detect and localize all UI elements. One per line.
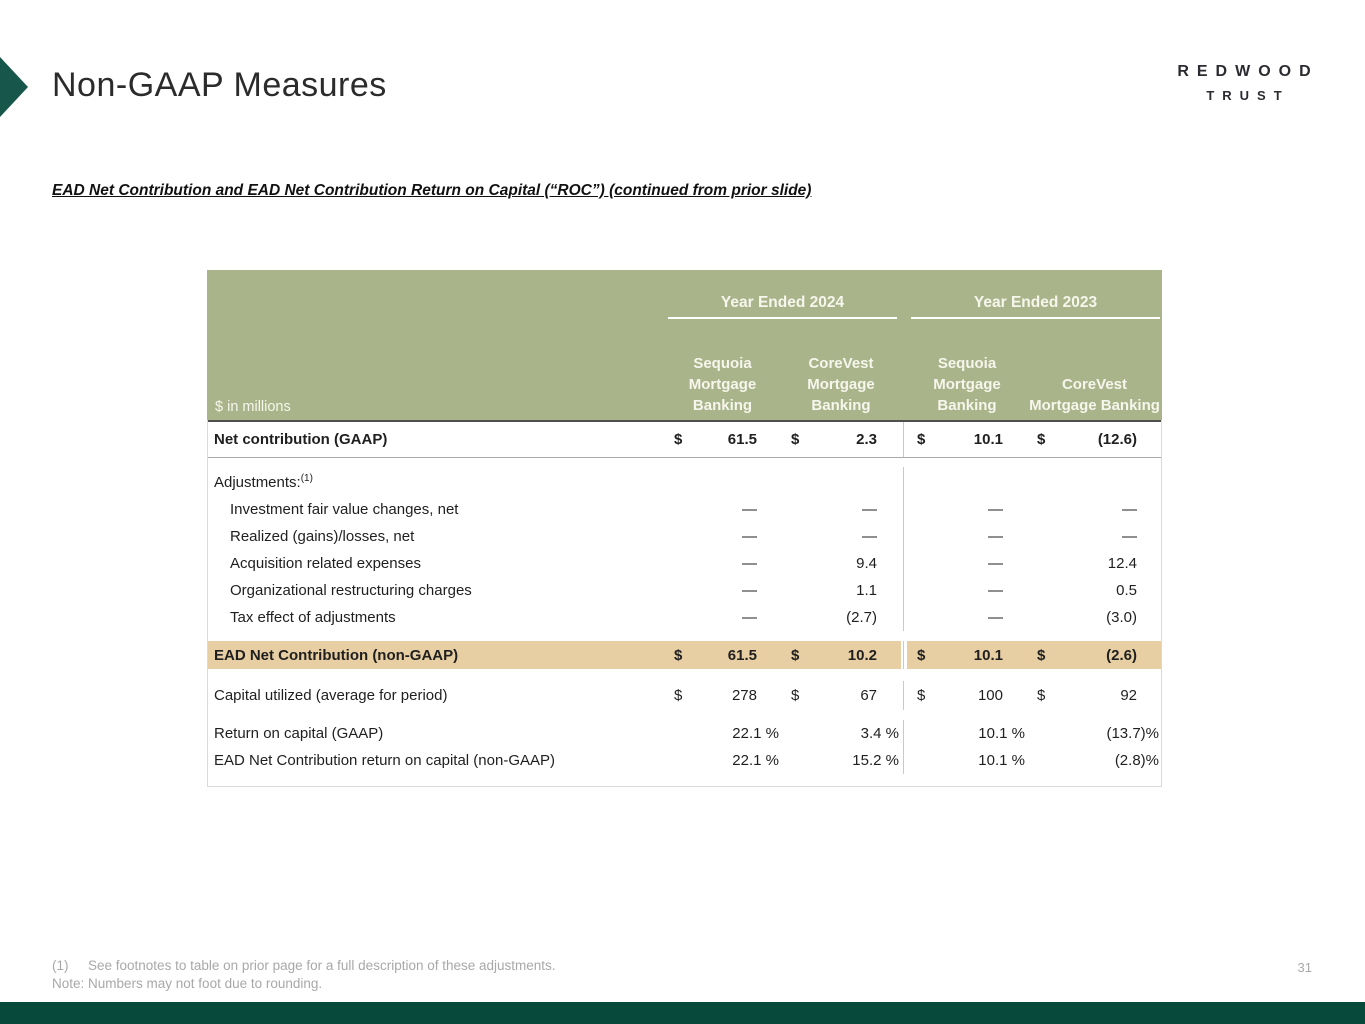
value-cell bbox=[781, 496, 901, 523]
footnote-text: See footnotes to table on prior page for a full description of these adjustments. bbox=[88, 958, 556, 973]
cell-value: 15.2 % bbox=[852, 752, 899, 769]
column-header-sequoia-2023: Sequoia Mortgage Banking bbox=[933, 355, 1001, 414]
cell-value: 10.1 % bbox=[978, 725, 1025, 742]
cell-value: 67 bbox=[860, 687, 877, 704]
row-label: Investment fair value changes, net bbox=[230, 501, 459, 518]
value-cell bbox=[1027, 681, 1161, 710]
column-header-corevest-2023: CoreVest Mortgage Banking bbox=[1029, 376, 1160, 414]
cell-value: (12.6) bbox=[1097, 431, 1137, 448]
logo-line-redwood: REDWOOD bbox=[1177, 63, 1319, 80]
value-cell bbox=[664, 496, 781, 523]
footnote-superscript: (1) bbox=[300, 472, 313, 484]
cell-value: 100 bbox=[977, 687, 1003, 704]
value-cell bbox=[907, 496, 1027, 523]
year-group-2024: Year Ended 2024 bbox=[668, 294, 897, 319]
cell-value: — bbox=[742, 609, 757, 626]
table-row bbox=[208, 747, 1161, 774]
table-row bbox=[208, 467, 1161, 496]
cell-value: 0.5 bbox=[1116, 582, 1137, 599]
value-cell bbox=[1027, 523, 1161, 550]
value-cell bbox=[907, 523, 1027, 550]
cell-value: 9.4 bbox=[856, 555, 877, 572]
table-row bbox=[208, 523, 1161, 550]
cell-value: — bbox=[862, 528, 877, 545]
row-label: Acquisition related expenses bbox=[230, 555, 421, 572]
cell-value: — bbox=[742, 501, 757, 518]
cell-value: — bbox=[1122, 528, 1137, 545]
currency-symbol: $ bbox=[1037, 431, 1046, 448]
cell-value: — bbox=[988, 528, 1003, 545]
value-cell bbox=[1027, 496, 1161, 523]
table-row bbox=[208, 681, 1161, 710]
table-row bbox=[208, 720, 1161, 747]
cell-value: 278 bbox=[731, 687, 757, 704]
cell-value: (2.7) bbox=[846, 609, 877, 626]
value-cell bbox=[907, 641, 1027, 669]
value-cell bbox=[907, 467, 1027, 496]
currency-symbol: $ bbox=[1037, 646, 1046, 664]
value-cell bbox=[781, 720, 901, 747]
footnotes bbox=[52, 957, 556, 993]
cell-value: (3.0) bbox=[1106, 609, 1137, 626]
footnote-marker: (1) bbox=[52, 958, 69, 973]
cell-value: — bbox=[742, 528, 757, 545]
cell-value: 61.5 bbox=[727, 646, 757, 664]
value-cell bbox=[664, 577, 781, 604]
cell-value: 10.1 bbox=[973, 431, 1003, 448]
unit-label: $ in millions bbox=[215, 399, 291, 415]
value-cell bbox=[1027, 604, 1161, 631]
row-label: EAD Net Contribution (non-GAAP) bbox=[214, 646, 459, 664]
value-cell bbox=[664, 550, 781, 577]
cell-value: — bbox=[988, 555, 1003, 572]
value-cell bbox=[907, 422, 1027, 457]
logo-line-trust: TRUST bbox=[1206, 88, 1290, 103]
value-cell bbox=[781, 641, 901, 669]
currency-symbol: $ bbox=[1037, 687, 1046, 704]
row-label: Net contribution (GAAP) bbox=[214, 431, 388, 448]
currency-symbol: $ bbox=[917, 431, 926, 448]
footer-bar bbox=[0, 1002, 1365, 1024]
value-cell bbox=[1027, 747, 1161, 774]
currency-symbol: $ bbox=[674, 646, 683, 664]
currency-symbol: $ bbox=[917, 687, 926, 704]
value-cell bbox=[664, 467, 781, 496]
table-row bbox=[208, 420, 1161, 458]
value-cell bbox=[907, 550, 1027, 577]
cell-value: — bbox=[988, 501, 1003, 518]
cell-value: 2.3 bbox=[856, 431, 877, 448]
column-header-row bbox=[207, 353, 1162, 420]
year-group-row bbox=[664, 294, 1162, 319]
page-title: Non-GAAP Measures bbox=[52, 66, 387, 104]
value-cell bbox=[1027, 550, 1161, 577]
cell-value: 10.2 bbox=[847, 646, 877, 664]
title-chevron-icon bbox=[0, 57, 28, 117]
cell-value: — bbox=[742, 582, 757, 599]
cell-value: 1.1 bbox=[856, 582, 877, 599]
value-cell bbox=[1027, 577, 1161, 604]
cell-value: 22.1 % bbox=[732, 725, 779, 742]
value-cell bbox=[781, 422, 901, 457]
cell-value: — bbox=[742, 555, 757, 572]
table-row bbox=[208, 496, 1161, 523]
value-cell bbox=[664, 641, 781, 669]
table-body bbox=[207, 420, 1162, 787]
cell-value: — bbox=[988, 609, 1003, 626]
value-cell bbox=[664, 604, 781, 631]
table-row bbox=[208, 604, 1161, 631]
value-cell bbox=[781, 747, 901, 774]
value-cell bbox=[781, 604, 901, 631]
cell-value: — bbox=[988, 582, 1003, 599]
row-label: Capital utilized (average for period) bbox=[214, 687, 448, 704]
table-row bbox=[208, 550, 1161, 577]
row-label: EAD Net Contribution return on capital (non-GAAP) bbox=[214, 752, 555, 769]
currency-symbol: $ bbox=[791, 431, 800, 448]
currency-symbol: $ bbox=[674, 687, 683, 704]
value-cell bbox=[664, 422, 781, 457]
cell-value: (2.6) bbox=[1106, 646, 1137, 664]
row-label: Tax effect of adjustments bbox=[230, 609, 396, 626]
cell-value: 92 bbox=[1120, 687, 1137, 704]
cell-value: 22.1 % bbox=[732, 752, 779, 769]
value-cell bbox=[664, 747, 781, 774]
value-cell bbox=[1027, 467, 1161, 496]
value-cell bbox=[1027, 422, 1161, 457]
cell-value: 10.1 bbox=[973, 646, 1003, 664]
value-cell bbox=[907, 720, 1027, 747]
currency-symbol: $ bbox=[917, 646, 926, 664]
row-label: Organizational restructuring charges bbox=[230, 582, 472, 599]
value-cell bbox=[1027, 641, 1161, 669]
currency-symbol: $ bbox=[674, 431, 683, 448]
redwood-trust-logo bbox=[1168, 63, 1320, 103]
year-group-2023: Year Ended 2023 bbox=[911, 294, 1160, 319]
cell-value: (13.7)% bbox=[1106, 725, 1159, 742]
currency-symbol: $ bbox=[791, 687, 800, 704]
cell-value: (2.8)% bbox=[1114, 752, 1159, 769]
value-cell bbox=[664, 523, 781, 550]
footnote-note: Note: Numbers may not foot due to rounding. bbox=[52, 976, 323, 991]
cell-value: 3.4 % bbox=[860, 725, 899, 742]
row-label: Return on capital (GAAP) bbox=[214, 725, 384, 742]
cell-value: 12.4 bbox=[1107, 555, 1137, 572]
value-cell bbox=[781, 467, 901, 496]
value-cell bbox=[781, 681, 901, 710]
row-label: Adjustments:$^{(1)}$ bbox=[214, 472, 313, 491]
column-header-corevest-2024: CoreVest Mortgage Banking bbox=[807, 355, 875, 414]
cell-value: 61.5 bbox=[727, 431, 757, 448]
table-row bbox=[208, 641, 1161, 669]
value-cell bbox=[907, 681, 1027, 710]
table-row bbox=[208, 577, 1161, 604]
cell-value: — bbox=[862, 501, 877, 518]
cell-value: — bbox=[1122, 501, 1137, 518]
row-label: Realized (gains)/losses, net bbox=[230, 528, 415, 545]
value-cell bbox=[664, 681, 781, 710]
currency-symbol: $ bbox=[791, 646, 800, 664]
footnote-1 bbox=[52, 957, 556, 975]
value-cell bbox=[1027, 720, 1161, 747]
value-cell bbox=[781, 523, 901, 550]
cell-value: 10.1 % bbox=[978, 752, 1025, 769]
value-cell bbox=[907, 747, 1027, 774]
column-header-sequoia-2024: Sequoia Mortgage Banking bbox=[688, 355, 757, 414]
value-cell bbox=[664, 720, 781, 747]
table-header bbox=[207, 270, 1162, 420]
value-cell bbox=[907, 604, 1027, 631]
value-cell bbox=[781, 550, 901, 577]
value-cell bbox=[907, 577, 1027, 604]
value-cell bbox=[781, 577, 901, 604]
financial-table bbox=[207, 270, 1162, 787]
section-heading: EAD Net Contribution and EAD Net Contribution Return on Capital (“ROC”) (continued from prior slide) bbox=[52, 182, 812, 199]
page-number: 31 bbox=[1297, 960, 1312, 975]
